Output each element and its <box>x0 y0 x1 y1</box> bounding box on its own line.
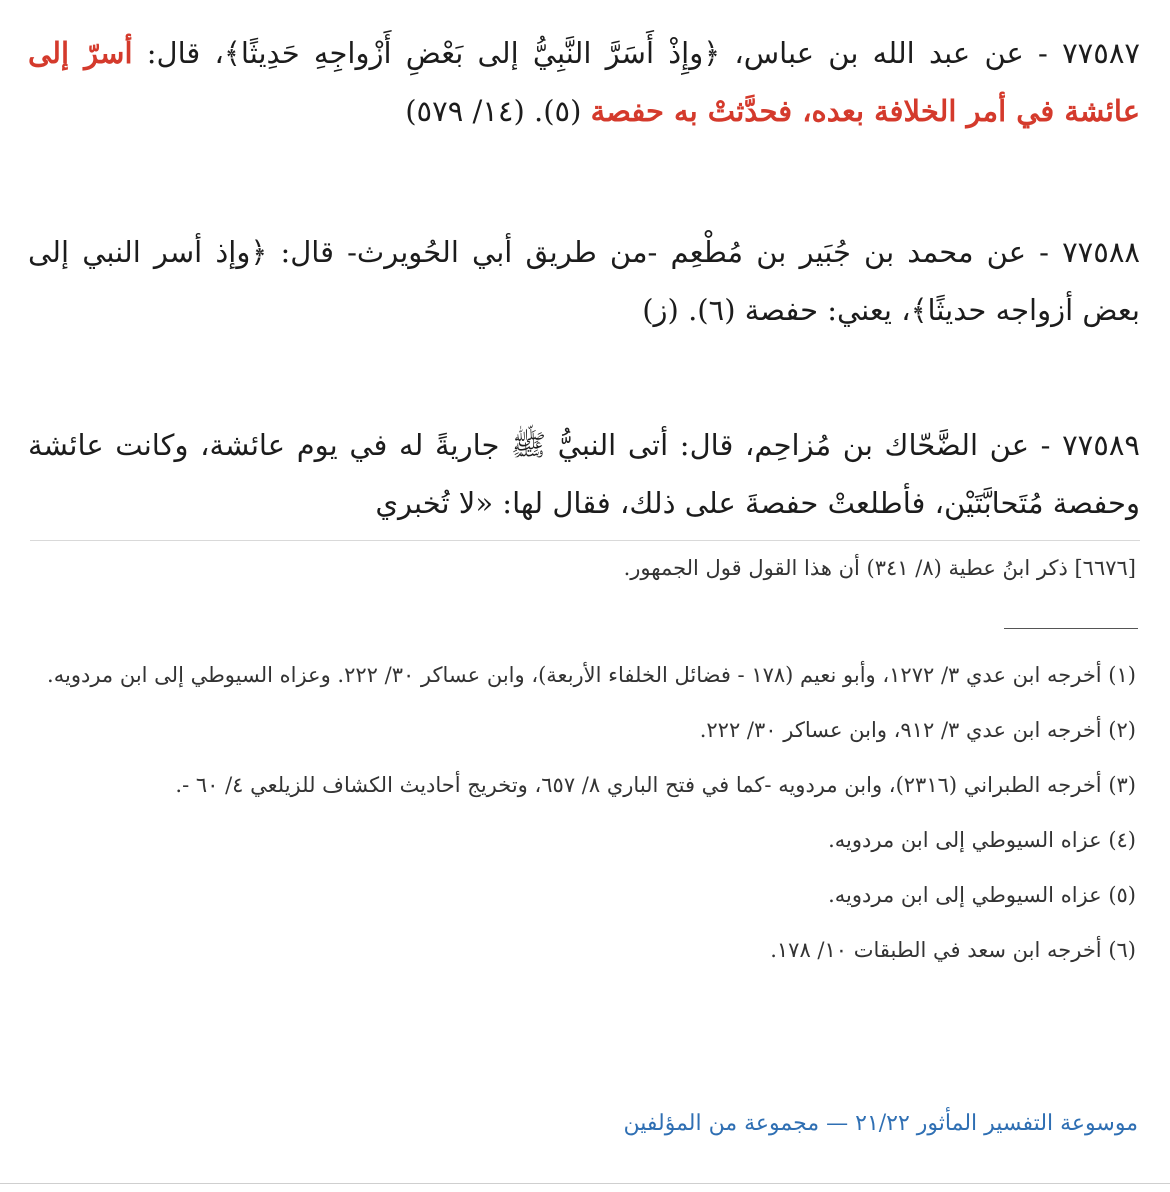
section-divider <box>30 540 1140 541</box>
entry-77588: ٧٧٥٨٨ - عن محمد بن جُبَير بن مُطْعِم -من طريق أبي الحُويرث- قال: ﴿وإذ أسر النبي إلى بعض أزواجه حديثًا﴾، يعني: حفصة (٦). (ز) <box>28 235 1140 327</box>
footnote-5: (٥) عزاه السيوطي إلى ابن مردويه. <box>828 883 1136 907</box>
footnote-2: (٢) أخرجه ابن عدي ٣/ ٩١٢، وابن عساكر ٣٠/ ٢٢٢. <box>699 718 1136 742</box>
source-link[interactable]: موسوعة التفسير المأثور ٢١/٢٢ — مجموعة من المؤلفين <box>623 1111 1138 1136</box>
footnotes-list <box>32 655 1136 985</box>
commentary-note: [٦٦٧٦] ذكر ابنُ عطية (٨/ ٣٤١) أن هذا القول قول الجمهور. <box>623 556 1136 580</box>
footnote-6: (٦) أخرجه ابن سعد في الطبقات ١٠/ ١٧٨. <box>770 938 1136 962</box>
entry-77587-highlight: أسرّ إلى عائشة في أمر الخلافة بعده، فحدَّثتْ به حفصة <box>28 36 1140 128</box>
bottom-divider <box>0 1183 1170 1184</box>
entry-77587 <box>28 24 1140 140</box>
footnote-1: (١) أخرجه ابن عدي ٣/ ١٢٧٢، وأبو نعيم (١٧٨ - فضائل الخلفاء الأربعة)، وابن عساكر ٣٠/ ٢٢٢. وعزاه السيوطي إلى ابن مردويه. <box>47 663 1136 687</box>
entry-77587-ref: (٥). (١٤/ ٥٧٩) <box>405 94 591 128</box>
footnote-3: (٣) أخرجه الطبراني (٢٣١٦)، وابن مردويه -كما في فتح الباري ٨/ ٦٥٧، وتخريج أحاديث الكشاف للزيلعي ٤/ ٦٠ -. <box>175 773 1136 797</box>
footnote-4: (٤) عزاه السيوطي إلى ابن مردويه. <box>828 828 1136 852</box>
footnote-rule <box>1004 628 1138 629</box>
entry-77589: ٧٧٥٨٩ - عن الضَّحّاك بن مُزاحِم، قال: أتى النبيُّ ﷺ جاريةً له في يوم عائشة، وكانت عائشة وحفصة مُتَحابَّتَيْن، فأطلعتْ حفصةَ على ذلك، فقال لها: «لا تُخبري <box>28 428 1140 520</box>
entry-77587-text: ٧٧٥٨٧ - عن عبد الله بن عباس، ﴿وإِذْ أَسَرَّ النَّبِيُّ إلى بَعْضِ أَزْواجِهِ حَدِيثًا﴾، قال: <box>132 36 1140 70</box>
